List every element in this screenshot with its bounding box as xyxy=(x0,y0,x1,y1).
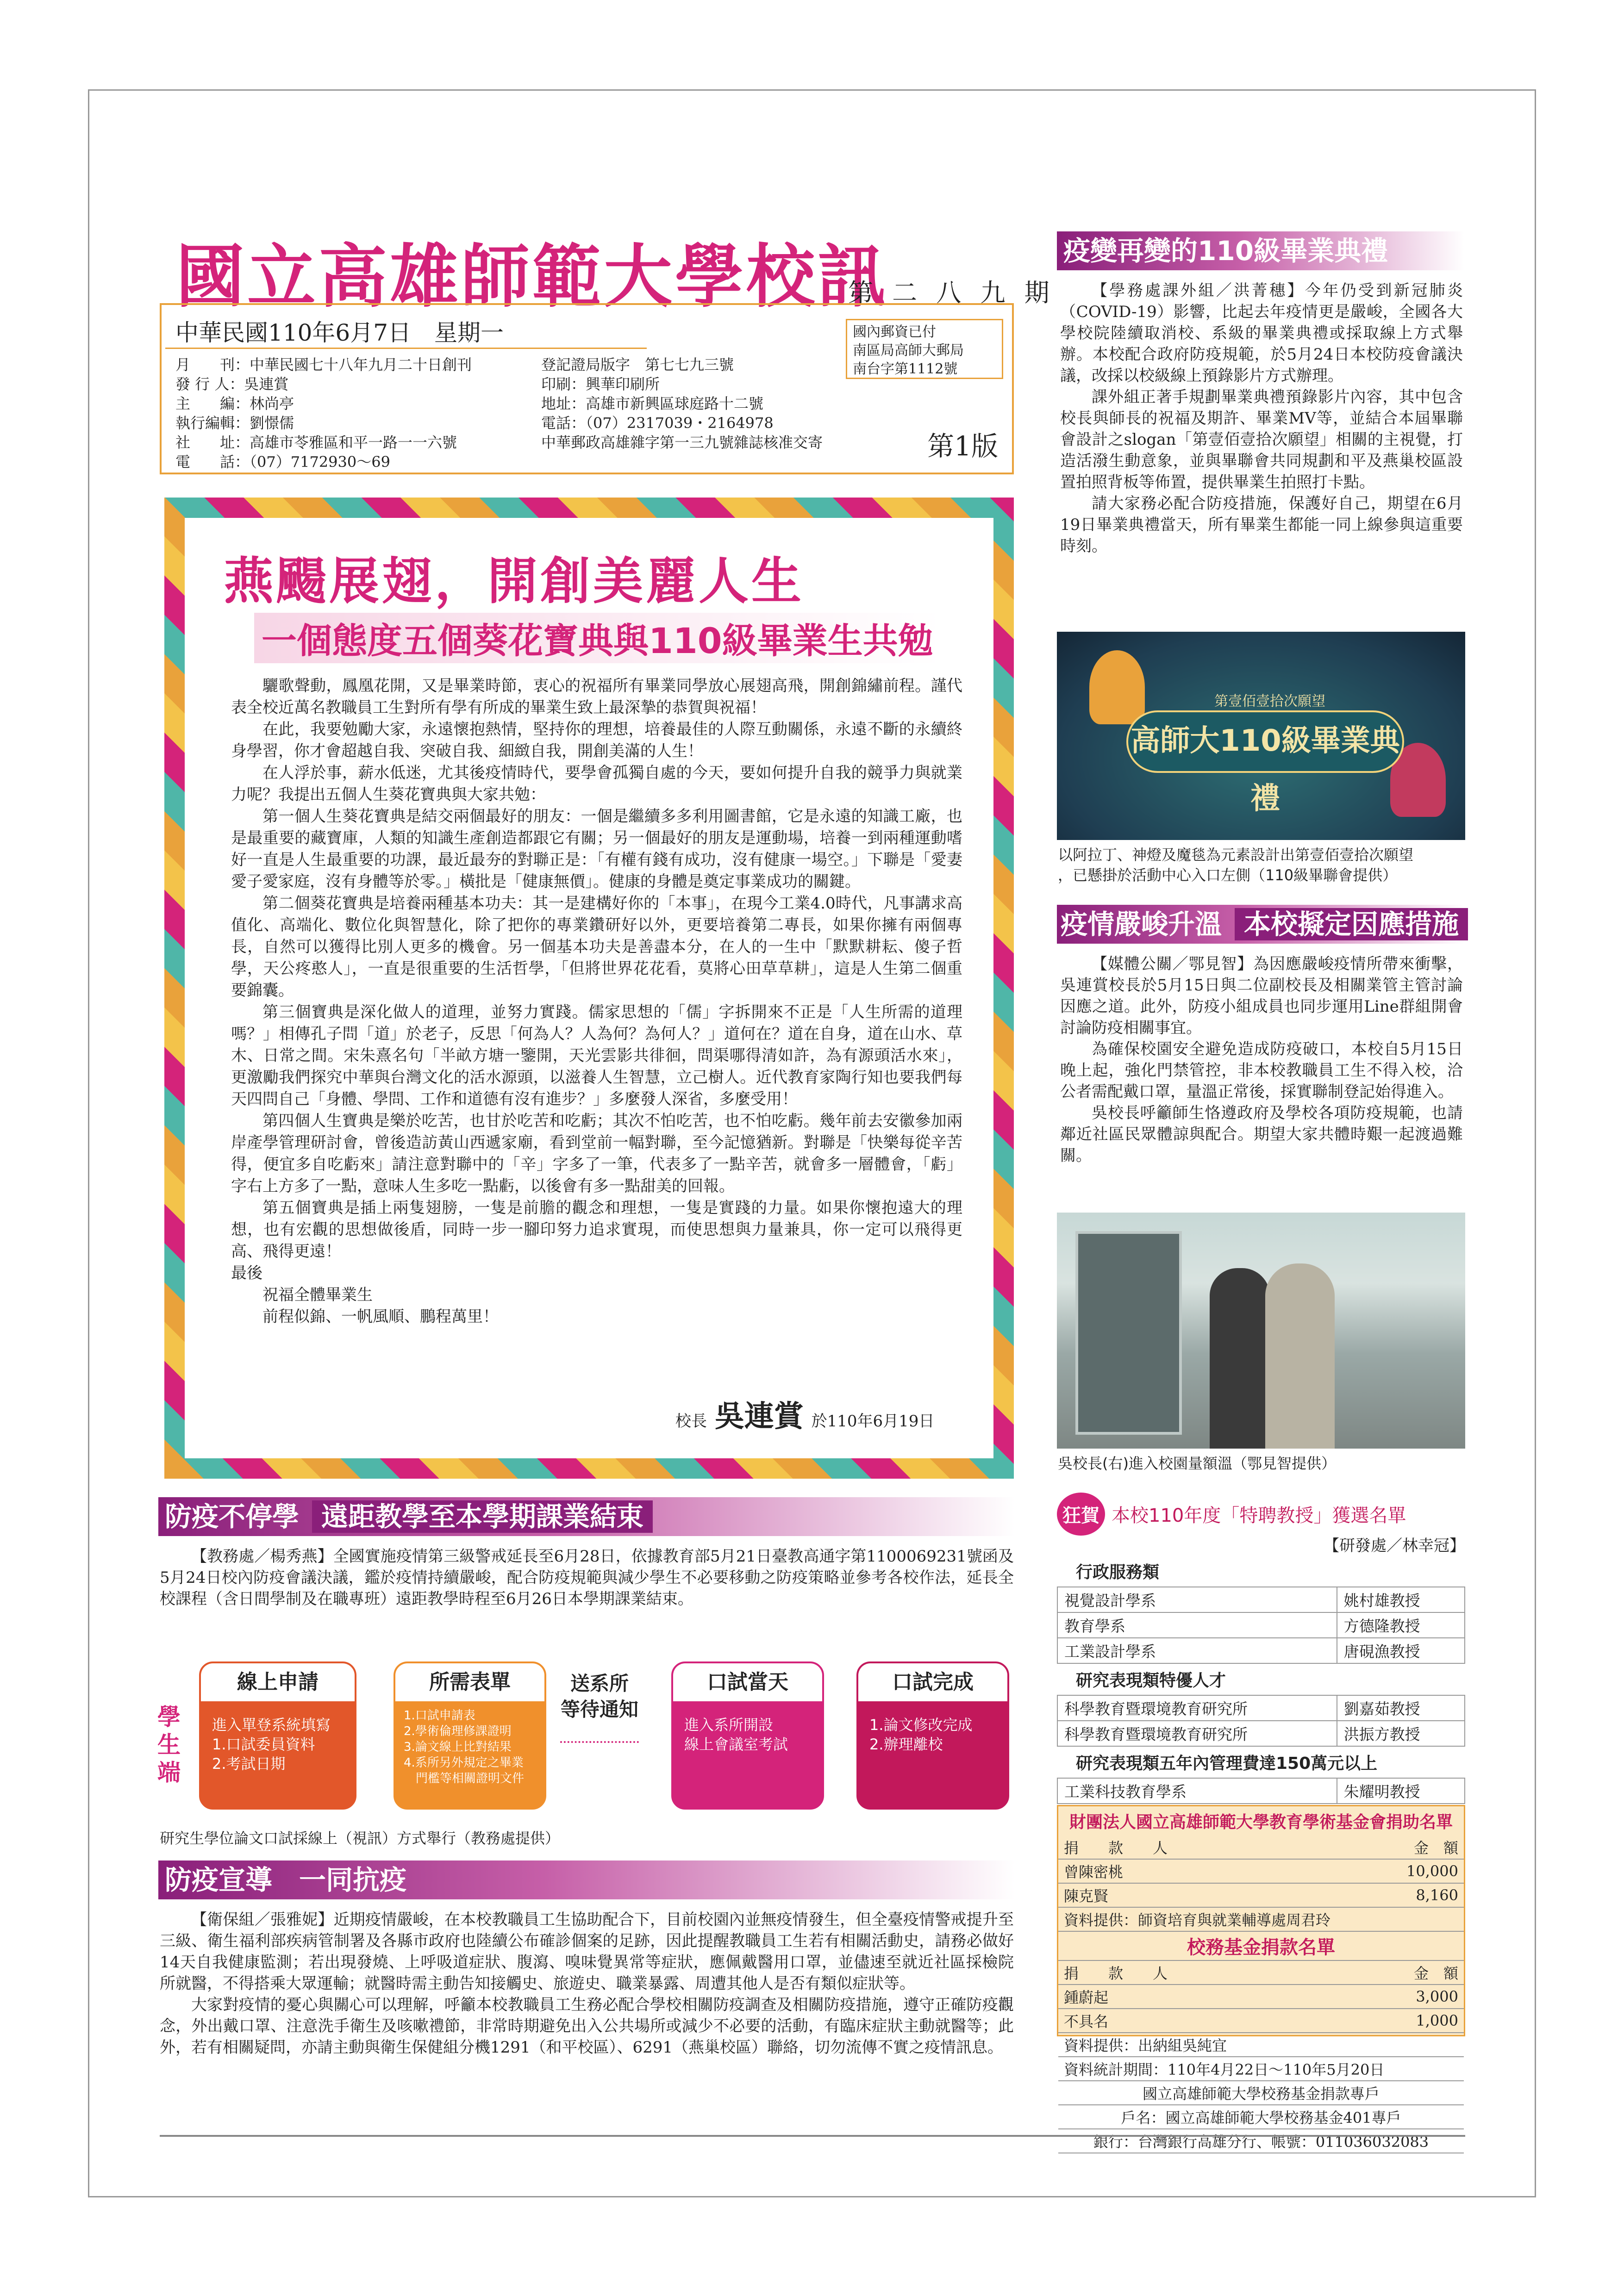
table-row xyxy=(1057,1778,1465,1804)
paragraph: 請大家務必配合防疫措施，保護好自己，期望在6月19日畢業典禮當天，所有畢業生都能一同上線參與這重要時刻。 xyxy=(1060,494,1463,555)
info-line: 地址：高雄市新興區球庭路十二號 xyxy=(541,395,764,412)
step-line: 3.論文線上比對結果 xyxy=(404,1740,512,1754)
info-left xyxy=(175,355,472,472)
heading-sub: 本校擬定因應措施 xyxy=(1235,908,1468,940)
lead-letter xyxy=(231,675,962,1328)
info-line: 執行編輯：劉憬儒 xyxy=(175,414,294,432)
info-line: 印刷：興華印刷所 xyxy=(541,375,660,393)
atm-icon xyxy=(1075,1231,1182,1435)
paragraph: 在人浮於事，薪水低迷，尤其後疫情時代，要學會孤獨自處的今天，要如何提升自我的競爭力與就業力呢？我提出五個人生葵花寶典與大家共勉： xyxy=(231,764,962,804)
paragraph: 最後 xyxy=(231,1264,262,1282)
paragraph: 【學務處課外組／洪菁穗】今年仍受到新冠肺炎（COVID-19）影響，比起去年疫情更是嚴峻，全國各大學校院陸續取消校、系級的畢業典禮或採取線上方式舉辦。本校配合政府防疫規範，於5月24日本校防疫會議決議，改採以校級線上預錄影片方式辦理。 xyxy=(1060,281,1463,385)
step-line: 線上會議室考試 xyxy=(684,1736,788,1753)
photo-subtitle: 第壹佰壹拾次願望 xyxy=(1214,693,1325,709)
flow-step-2 xyxy=(394,1661,546,1810)
paragraph: 第五個寶典是插上兩隻翅膀，一隻是前膽的觀念和理想，一隻是實踐的力量。如果你懷抱遠大的理想，也有宏觀的思想做後盾，同時一步一腳印努力追求實現，而使思想與力量兼具，你一定可以飛得更高、飛得更遠！ xyxy=(231,1199,962,1261)
award-heading xyxy=(1057,1493,1465,1536)
genie-lamp-icon xyxy=(1089,650,1145,724)
heading-text: 疫變再變的110級畢業典禮 xyxy=(1063,235,1388,267)
teach-heading xyxy=(158,1497,1015,1536)
step-line: 1.論文修改完成 xyxy=(869,1716,973,1734)
info-line: 社 址：高雄市苓雅區和平一路一一六號 xyxy=(175,434,457,451)
step-title: 口試當天 xyxy=(673,1663,822,1701)
step-line: 進入單登系統填寫 xyxy=(212,1716,331,1734)
signature-title: 校長 xyxy=(675,1412,707,1431)
info-right xyxy=(541,355,823,452)
award-table xyxy=(1057,1556,1465,1804)
ceremony-heading xyxy=(1057,231,1464,270)
amount: 8,160 xyxy=(1320,1883,1464,1907)
award-category: 研究表現類特優人才 xyxy=(1076,1671,1226,1690)
step-title: 線上申請 xyxy=(201,1663,355,1701)
step-line: 2.考試日期 xyxy=(212,1755,286,1773)
amount: 10,000 xyxy=(1320,1859,1464,1883)
paragraph: 在此，我要勉勵大家，永遠懷抱熱情，堅持你的理想，培養最佳的人際互動關係，永遠不斷的永續終身學習，你才會超越自我、突破自我、細緻自我，開創美滿的人生！ xyxy=(231,720,962,760)
page-number: 第1版 xyxy=(927,430,998,462)
paragraph: 第二個葵花寶典是培養兩種基本功夫：其一是建構好你的「本事」，在現今工業4.0時代，凡事講求高值化、高端化、數位化與智慧化，除了把你的專業鑽研好以外，更要培養第二專長，如果你擁有兩個專長，自然可以獲得比別人更多的機會。另一個基本功夫是善盡本分，在人的一生中「默默耕耘、傻子哲學，天公疼憨人」，一直是很重要的生活哲學，「但將世界花花看，莫將心田草草耕」，這是人生第二個重要錦囊。 xyxy=(231,894,962,1000)
department: 科學教育暨環境教育研究所 xyxy=(1057,1695,1337,1721)
info-line: 登記證局版字 第七七九三號 xyxy=(541,356,734,373)
award-category: 行政服務類 xyxy=(1076,1563,1160,1582)
heading-sub: 遠距教學至本學期課業結束 xyxy=(312,1500,653,1533)
teach-body xyxy=(160,1546,1014,1610)
professor: 洪振方教授 xyxy=(1337,1721,1465,1746)
epidemic-photo xyxy=(1057,1213,1465,1449)
info-line: 月 刊：中華民國七十八年九月二十日創刊 xyxy=(175,356,472,373)
dotted-arrow-icon xyxy=(560,1741,639,1743)
professor: 姚村雄教授 xyxy=(1337,1587,1465,1612)
award-credit: 【研發處／林幸冠】 xyxy=(1324,1537,1465,1555)
paragraph: 第三個寶典是深化做人的道理，並努力實踐。儒家思想的「儒」字拆開來不正是「人生所需的道理嗎？」相傳孔子問「道」於老子，反思「何為人？人為何？為何人？」道何在？道在自身，道在山水、草木、日常之間。宋朱熹名句「半畝方塘一鑒開，天光雲影共徘徊，問渠哪得清如許，為有源頭活水來」，更激勵我們探究中華與台灣文化的活水源頭，以滋養人生智慧，立己樹人。近代教育家陶行知也要我們每天四問自己「身體、學問、工作和道德有沒有進步？」多麼發人深省，多麼受用！ xyxy=(231,1003,962,1108)
step-line: 2.學術倫理修課證明 xyxy=(404,1724,512,1738)
table-row xyxy=(1057,1721,1465,1746)
donor: 陳克賢 xyxy=(1058,1883,1320,1907)
signature xyxy=(675,1393,934,1435)
lead-article-body xyxy=(185,518,993,1458)
heading-text: 防疫宣導 一同抗疫 xyxy=(165,1864,407,1896)
lead-title: 燕颺展翅，開創美麗人生 xyxy=(224,553,805,610)
award-badge: 狂賀 xyxy=(1057,1493,1105,1536)
table-row xyxy=(1057,1587,1465,1612)
ceremony-caption xyxy=(1058,845,1413,885)
professor: 方德隆教授 xyxy=(1337,1612,1465,1638)
heading-text: 疫情嚴峻升溫 xyxy=(1061,908,1222,940)
professor: 唐硯漁教授 xyxy=(1337,1638,1465,1663)
paragraph: 為確保校園安全避免造成防疫破口，本校自5月15日晚上起，強化門禁管控，非本校教職員工生不得入校，洽公者需配戴口罩，量溫正常後，採實聯制登記始得進入。 xyxy=(1060,1040,1463,1101)
person-icon xyxy=(1265,1263,1335,1449)
professor: 朱耀明教授 xyxy=(1337,1778,1465,1804)
epidemic-heading xyxy=(1057,905,1464,944)
account-line: 國立高雄師範大學校務基金捐款專戶 xyxy=(1058,2081,1464,2105)
caption-line: ，已懸掛於活動中心入口左側（110級畢聯會提供） xyxy=(1058,866,1398,884)
step-title: 所需表單 xyxy=(395,1663,544,1701)
step-line: 門檻等相關證明文件 xyxy=(404,1772,525,1786)
person-icon xyxy=(1210,1268,1270,1449)
paragraph: 吳校長呼籲師生恪遵政府及學校各項防疫規範，也請鄰近社區民眾體諒與配合。期望大家共體時艱一起渡過難關。 xyxy=(1060,1104,1463,1165)
paragraph: 課外組正著手規劃畢業典禮預錄影片內容，其中包含校長與師長的祝福及期許、畢業MV等，並結合本屆畢聯會設計之slogan「第壹佰壹拾次願望」相關的主視覺，打造活潑生動意象，並與畢聯會共同規劃和平及燕巢校區設置拍照背板等佈置，提供畢業生拍照打卡點。 xyxy=(1060,388,1463,492)
department: 視覺設計學系 xyxy=(1057,1587,1337,1612)
info-line: 發 行 人：吳連賞 xyxy=(175,375,289,393)
step-line: 進入系所開設 xyxy=(684,1716,774,1734)
post-line: 南台字第1112號 xyxy=(853,361,958,377)
masthead-title: 國立高雄師範大學校訊 xyxy=(176,236,889,317)
col-header: 金 額 xyxy=(1320,1960,1464,1985)
promo-body xyxy=(160,1909,1014,2058)
table-row xyxy=(1057,1638,1465,1663)
post-line: 國內郵資已付 xyxy=(853,324,936,340)
postage-box xyxy=(846,319,1003,379)
side-label: 學生端 xyxy=(157,1704,181,1786)
award-title: 本校110年度「特聘教授」獲選名單 xyxy=(1112,1505,1406,1526)
paragraph: 【媒體公關／鄂見智】為因應嚴峻疫情所帶來衝擊，吳連賞校長於5月15日與二位副校長及相關業管主管討論因應之道。此外，防疫小組成員也同步運用Line群組開會討論防疫相關事宜。 xyxy=(1060,955,1463,1037)
info-line: 電 話：（07）7172930～69 xyxy=(175,453,390,471)
footer-divider xyxy=(160,2135,1465,2137)
paragraph: 前程似錦、一帆風順、鵬程萬里！ xyxy=(262,1307,499,1326)
donor: 曾陳密桃 xyxy=(1058,1859,1320,1883)
heading-text: 防疫不停學 xyxy=(165,1501,300,1532)
donation-title: 校務基金捐款名單 xyxy=(1058,1931,1464,1960)
flow-arrow-label xyxy=(560,1671,639,1743)
donation-box xyxy=(1057,1805,1465,2151)
donor: 不具名 xyxy=(1058,2009,1320,2033)
department: 工業科技教育學系 xyxy=(1057,1778,1337,1804)
paragraph: 大家對疫情的憂心與關心可以理解，呼籲本校教職員工生務必配合學校相關防疫調查及相關防疫措施，遵守正確防疫觀念，外出戴口罩、注意洗手衛生及咳嗽禮節，非常時期避免出入公共場所或減少不必要的活動，有臨床症狀主動就醫等；此外，若有相關疑問，亦請主動與衛生保健組分機1291（和平校區）、6291（燕巢校區）聯絡，切勿流傳不實之疫情訊息。 xyxy=(160,1996,1014,2057)
photo-title: 高師大110級畢業典禮 xyxy=(1126,710,1404,773)
paragraph: 驪歌聲動，鳳凰花開，又是畢業時節，衷心的祝福所有畢業同學放心展翅高飛，開創錦繡前程。謹代表全校近萬名教職員工生對所有學有所成的畢業生致上最深摯的恭賀與祝福！ xyxy=(231,677,962,717)
donation-table xyxy=(1058,1836,1464,2153)
divider xyxy=(165,348,647,349)
info-line: 電話：（07）2317039・2164978 xyxy=(541,414,774,432)
flow-step-1 xyxy=(199,1661,356,1810)
caption-line: 以阿拉丁、神燈及魔毯為元素設計出第壹佰壹拾次願望 xyxy=(1058,846,1414,864)
arrow-line: 等待通知 xyxy=(560,1698,638,1721)
department: 教育學系 xyxy=(1057,1612,1337,1638)
amount: 1,000 xyxy=(1320,2009,1464,2033)
promo-heading xyxy=(158,1860,1015,1899)
arrow-line: 送系所 xyxy=(570,1672,629,1695)
info-line: 中華郵政高雄雜字第一三九號雜誌核准交寄 xyxy=(541,434,823,451)
step-line: 4.系所另外規定之畢業 xyxy=(404,1756,524,1770)
step-line: 1.口試申請表 xyxy=(404,1709,475,1723)
donation-title: 財團法人國立高雄師範大學教育學術基金會捐助名單 xyxy=(1069,1813,1453,1832)
step-line: 1.口試委員資料 xyxy=(212,1736,315,1753)
step-title: 口試完成 xyxy=(858,1663,1007,1701)
account-line: 戶名：國立高雄師範大學校務基金401專戶 xyxy=(1058,2105,1464,2129)
step-line: 2.辦理離校 xyxy=(869,1736,943,1753)
paragraph: 【衛保組／張雅妮】近期疫情嚴峻，在本校教職員工生協助配合下，目前校園內並無疫情發生，但全臺疫情警戒提升至三級、衛生福利部疾病管制署及各縣市政府也陸續公布確診個案的足跡，因此提醒教職員工生若有相關活動史，請務必做好14天自我健康監測；若出現發燒、上呼吸道症狀、腹瀉、嗅味覺異常等症狀，應佩戴醫用口罩，並儘速至就近社區採檢院所就醫，不得搭乘大眾運輸；就醫時需主動告知接觸史、旅遊史、職業暴露、周遭其他人是否有類似症狀等。 xyxy=(160,1910,1014,1993)
period-note: 資料統計期間：110年4月22日～110年5月20日 xyxy=(1058,2057,1464,2081)
source-note: 資料提供：師資培育與就業輔導處周君玲 xyxy=(1058,1907,1464,1931)
col-header: 捐 款 人 xyxy=(1058,1836,1320,1859)
table-row xyxy=(1057,1612,1465,1638)
ceremony-photo xyxy=(1057,632,1465,840)
donor: 鍾蔚起 xyxy=(1058,1985,1320,2009)
lead-article-card xyxy=(164,498,1014,1479)
flow-step-3 xyxy=(671,1661,824,1810)
table-row xyxy=(1057,1695,1465,1721)
defense-flow xyxy=(157,1661,1018,1819)
department: 科學教育暨環境教育研究所 xyxy=(1057,1721,1337,1746)
info-line: 主 編：林尚亭 xyxy=(175,395,294,412)
flow-step-4 xyxy=(856,1661,1009,1810)
ceremony-body xyxy=(1060,280,1463,557)
col-header: 金 額 xyxy=(1320,1836,1464,1859)
source-note: 資料提供：出納組吳純宜 xyxy=(1058,2033,1464,2057)
account-line: 銀行：台灣銀行高雄分行、帳號：011036032083 xyxy=(1058,2129,1464,2153)
paragraph: 第四個人生寶典是樂於吃苦，也甘於吃苦和吃虧；其次不怕吃苦，也不怕吃虧。幾年前去安徽參加兩岸產學管理研討會，曾後造訪黃山西遞家廟，看到堂前一幅對聯，至今記憶猶新。對聯是「快樂每從辛苦得，便宜多自吃虧來」請注意對聯中的「辛」字多了一筆，代表多了一點辛苦，就會多一層體會，「虧」字右上方多了一點，意味人生多吃一點虧，以後會有多一點甜美的回報。 xyxy=(231,1112,962,1195)
professor: 劉嘉茹教授 xyxy=(1337,1695,1465,1721)
post-line: 南區局高師大郵局 xyxy=(853,342,964,359)
amount: 3,000 xyxy=(1320,1985,1464,2009)
paragraph: 【教務處／楊秀燕】全國實施疫情第三級警戒延長至6月28日，依據教育部5月21日臺教高通字第1100069231號函及5月24日校內防疫會議決議，鑑於疫情持續嚴峻，配合防疫規範與減少學生不必要移動之防疫策略並參考各校作法，延長全校課程（含日間學制及在職專班）遠距教學時程至6月26日本學期課業結束。 xyxy=(160,1547,1014,1608)
department: 工業設計學系 xyxy=(1057,1638,1337,1663)
award-list xyxy=(1057,1493,1465,1804)
paragraph: 第一個人生葵花寶典是結交兩個最好的朋友：一個是繼續多多利用圖書館，它是永遠的知識工廠，也是最重要的藏寶庫，人類的知識生產創造都跟它有關；另一個最好的朋友是運動場，培養一到兩種運動嗜好一直是人生最重要的功課，最近最夯的對聯正是：「有權有錢有成功，沒有健康一場空。」下聯是「愛妻愛子愛家庭，沒有身體等於零。」橫批是「健康無價」。健康的身體是奠定事業成功的關鍵。 xyxy=(231,807,962,891)
paragraph: 祝福全體畢業生 xyxy=(262,1286,373,1304)
masthead-info xyxy=(160,303,1014,474)
award-category: 研究表現類五年內管理費達150萬元以上 xyxy=(1076,1754,1378,1773)
epidemic-body xyxy=(1060,953,1463,1166)
lead-subtitle: 一個態度五個葵花寶典與110級畢業生共勉 xyxy=(254,613,941,663)
epidemic-caption: 吳校長(右)進入校園量額溫（鄂見智提供） xyxy=(1058,1455,1336,1472)
issue-date: 中華民國110年6月7日 星期一 xyxy=(175,319,504,346)
signature-date: 於110年6月19日 xyxy=(811,1412,935,1431)
issue-number: 第 二 八 九 期 xyxy=(848,278,1055,307)
flow-caption: 研究生學位論文口試採線上（視訊）方式舉行（教務處提供） xyxy=(160,1829,560,1847)
col-header: 捐 款 人 xyxy=(1058,1960,1320,1985)
signature-name: 吳連賞 xyxy=(714,1399,804,1434)
